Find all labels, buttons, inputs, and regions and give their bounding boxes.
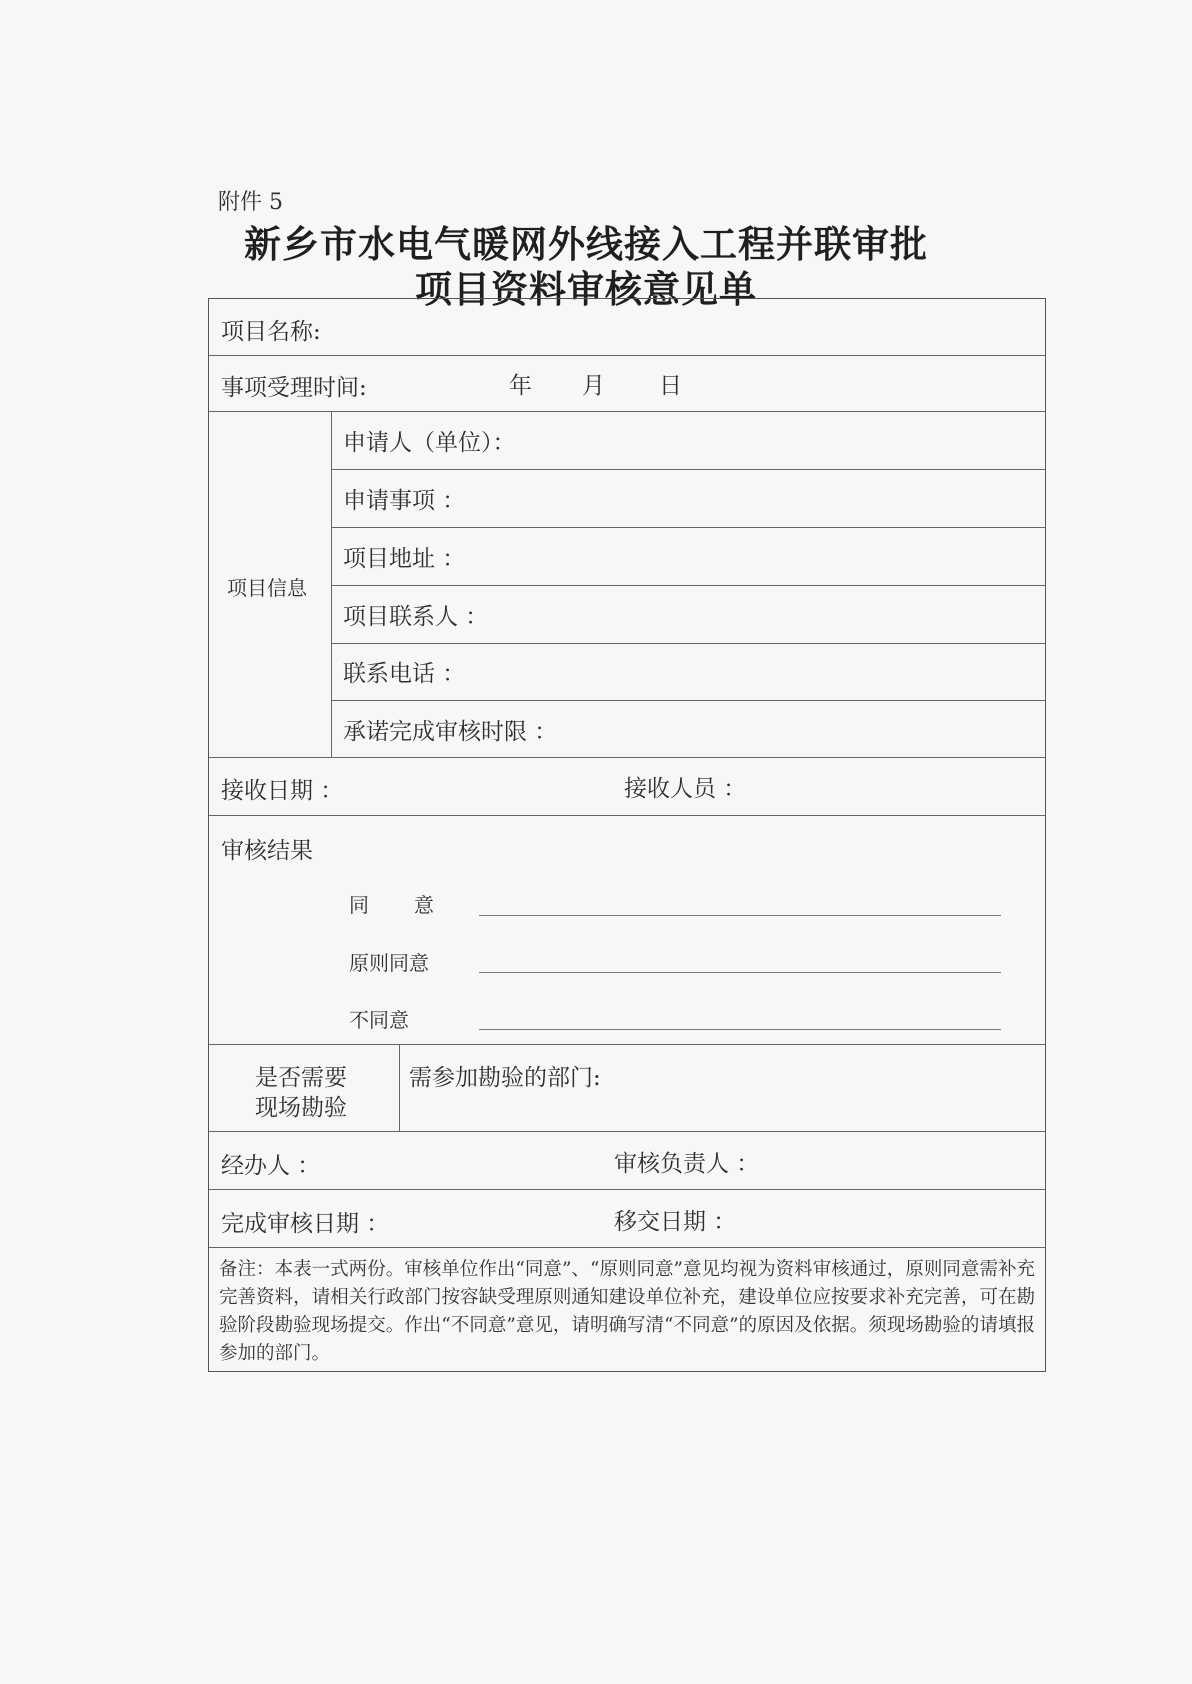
row-divider (209, 1247, 1045, 1248)
disagree-signature-line[interactable] (479, 1029, 1001, 1030)
review-leader-label: 审核负责人 ： (614, 1151, 760, 1177)
applicant-label: 申请人（单位）： (343, 430, 516, 456)
handler-label: 经办人 ： (221, 1153, 321, 1179)
attachment-label: 附件 5 (218, 190, 283, 215)
transfer-date-label: 移交日期 ： (614, 1209, 737, 1235)
column-divider (399, 1044, 400, 1131)
remarks-note: 备注：本表一式两份。审核单位作出“同意”、“原则同意”意见均视为资料审核通过，原则同意需补充完善资料，请相关行政部门按容缺受理原则通知建设单位补充，建设单位应按要求补充完善，可在勘验阶段勘验现场提交。作出“不同意”意见，请明确写清“不同意”的原因及依据。须现场勘验的请填报参加的部门。 (219, 1259, 1035, 1364)
row-divider (331, 643, 1045, 644)
project-address-label: 项目地址 ： (343, 546, 466, 572)
page-title: 新乡市水电气暖网外线接入工程并联审批 (244, 222, 928, 266)
row-divider (209, 815, 1045, 816)
option-agree-char1: 同 (349, 893, 369, 917)
row-divider (331, 585, 1045, 586)
survey-departments-label: 需参加勘验的部门: (409, 1065, 601, 1091)
row-divider (331, 469, 1045, 470)
row-divider (209, 757, 1045, 758)
date-month-label: 月 (582, 373, 605, 399)
acceptance-time-label: 事项受理时间: (221, 375, 367, 401)
option-agree-char2: 意 (414, 893, 434, 917)
site-survey-label-line2: 现场勘验 (255, 1095, 347, 1121)
site-survey-label-line1: 是否需要 (255, 1065, 347, 1091)
project-name-label: 项目名称: (221, 319, 321, 345)
receive-date-label: 接收日期 ： (221, 778, 344, 804)
row-divider (209, 1189, 1045, 1190)
application-item-label: 申请事项 ： (343, 488, 466, 514)
review-complete-date-label: 完成审核日期 ： (221, 1211, 390, 1237)
principle-agree-signature-line[interactable] (479, 972, 1001, 973)
option-principle-agree: 原则同意 (349, 951, 429, 975)
date-day-label: 日 (659, 373, 682, 399)
column-divider (331, 411, 332, 757)
promised-deadline-label: 承诺完成审核时限 ： (343, 719, 558, 745)
row-divider (209, 411, 1045, 412)
review-form (208, 298, 1046, 1372)
row-divider (209, 355, 1045, 356)
receiver-label: 接收人员 ： (624, 776, 747, 802)
project-info-label: 项目信息 (227, 576, 307, 600)
option-disagree: 不同意 (349, 1008, 409, 1032)
page-subtitle: 项目资料审核意见单 (415, 267, 757, 311)
row-divider (209, 1044, 1045, 1045)
review-result-label: 审核结果 (221, 838, 313, 864)
row-divider (331, 527, 1045, 528)
date-year-label: 年 (509, 373, 532, 399)
project-contact-label: 项目联系人 ： (343, 604, 489, 630)
row-divider (331, 700, 1045, 701)
row-divider (209, 1131, 1045, 1132)
agree-signature-line[interactable] (479, 915, 1001, 916)
contact-phone-label: 联系电话 ： (343, 661, 466, 687)
